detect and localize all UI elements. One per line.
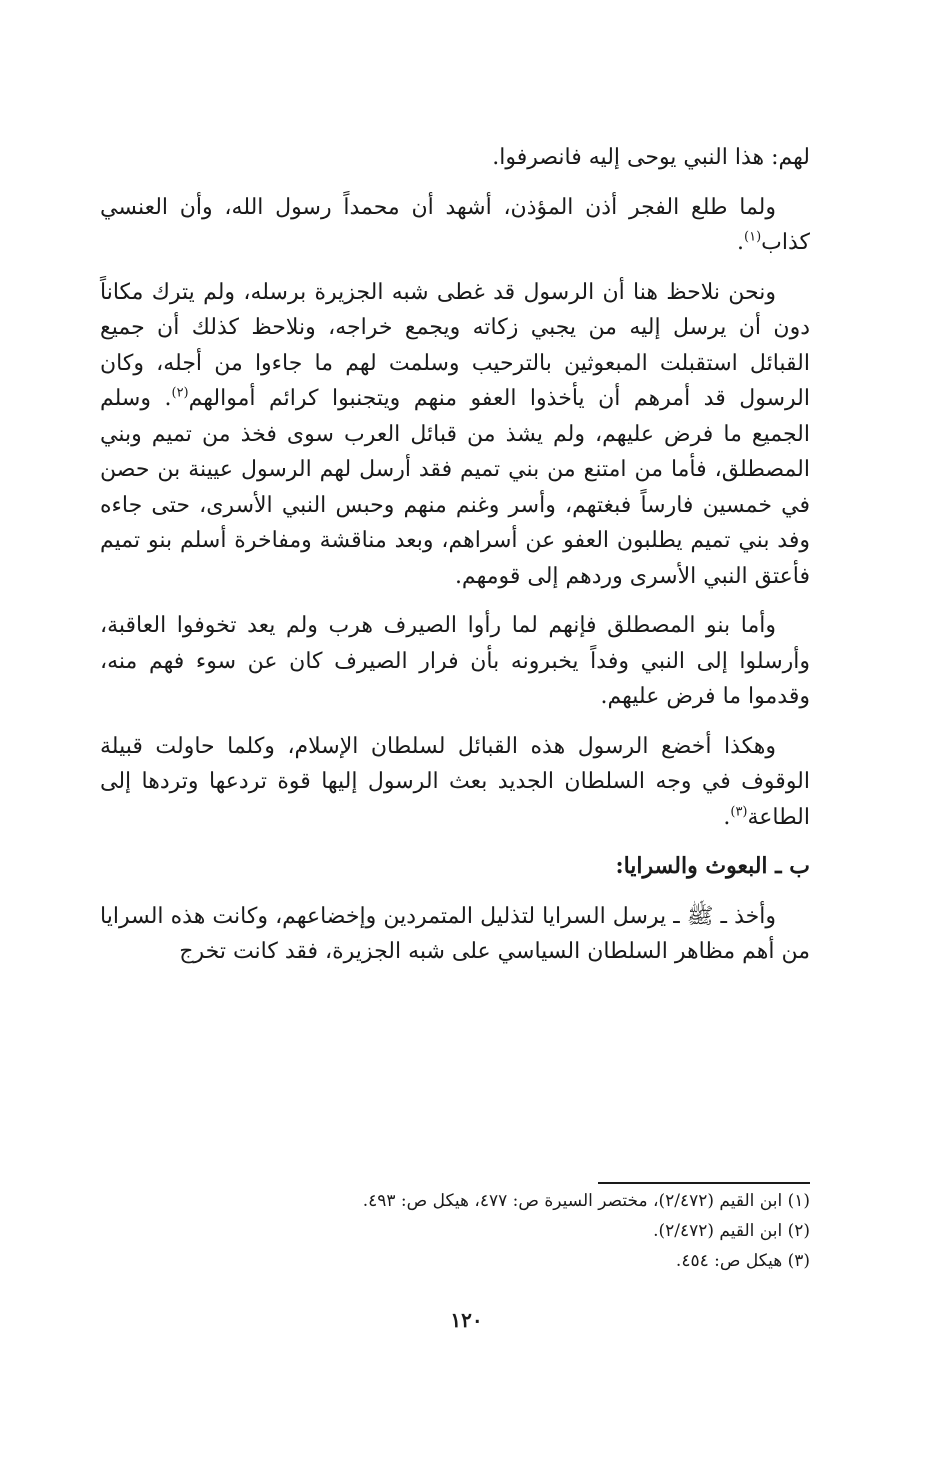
footnote-ref-2: (٢) <box>171 385 189 401</box>
footnote-2: (٢) ابن القيم (٢/٤٧٢). <box>653 1221 810 1241</box>
footnote-ref-3: (٣) <box>730 804 748 820</box>
paragraph-5: وهكذا أخضع الرسول هذه القبائل لسلطان الإسلام، وكلما حاولت قبيلة الوقوف في وجه السلطان الجديد بعث الرسول إليها قوة تردعها وتردها إلى الطاعة$^{(٣)}$. <box>100 733 810 830</box>
footnote-divider <box>598 1182 810 1184</box>
footnote-ref-1: (١) <box>744 229 762 245</box>
paragraph-4: وأما بنو المصطلق فإنهم لما رأوا الصيرف هرب ولم يعد تخوفوا العاقبة، وأرسلوا إلى النبي وفداً يخبرونه بأن فرار الصيرف كان عن سوء فهم منه، وقدموا ما فرض عليهم. <box>100 613 810 709</box>
paragraph-2: ولما طلع الفجر أذن المؤذن، أشهد أن محمداً رسول الله، وأن العنسي كذاب$^{(١)}$. <box>100 194 810 255</box>
footnote-3: (٣) هيكل ص: ٤٥٤. <box>675 1251 810 1271</box>
page-number: ١٢٠ <box>450 1308 483 1332</box>
section-heading: ب ـ البعوث والسرايا: <box>615 853 810 879</box>
footnotes <box>100 1186 810 1276</box>
paragraph-1: لهم: هذا النبي يوحى إليه فانصرفوا. <box>492 145 810 170</box>
footnote-1: (١) ابن القيم (٢/٤٧٢)، مختصر السيرة ص: ٤٧٧، هيكل ص: ٤٩٣. <box>362 1191 810 1211</box>
paragraph-3: ونحن نلاحظ هنا أن الرسول قد غطى شبه الجزيرة برسله، ولم يترك مكاناً دون أن يرسل إليه من يجبي زكاته ويجمع خراجه، ونلاحظ كذلك أن جميع القبائل استقبلت المبعوثين بالترحيب وسلمت لهم ما جاءوا من أجله، وكان الرسول قد أمرهم أن يأخذوا العفو منهم ويتجنبوا كرائم أموالهم$^{(٢)}$. وسلم الجميع ما فرض عليهم، ولم يشذ من قبائل العرب سوى فخذ من تميم وبني المصطلق، فأما من امتنع من بني تميم فقد أرسل لهم الرسول عيينة بن حصن في خمسين فارساً فبغتهم، وأسر وغنم منهم وحبس النبي الأسرى، حتى جاءه وفد بني تميم يطلبون العفو عن أسراهم، وبعد مناقشة ومفاخرة أسلم بنو تميم فأعتق النبي الأسرى وردهم إلى قومهم. <box>100 279 810 589</box>
body-text <box>100 140 810 984</box>
paragraph-6: وأخذ ـ ﷺ ـ يرسل السرايا لتذليل المتمردين وإخضاعهم، وكانت هذه السرايا من أهم مظاهر السلطان السياسي على شبه الجزيرة، فقد كانت تخرج <box>100 903 810 964</box>
